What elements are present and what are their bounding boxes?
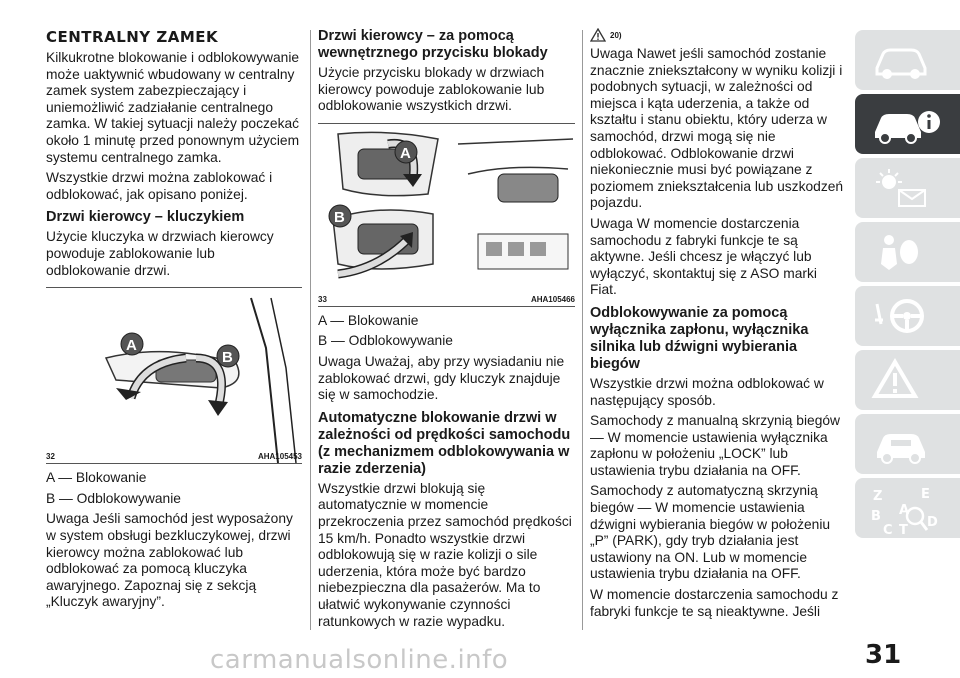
car-service-icon: [871, 422, 931, 466]
warning-ref-number: 20): [610, 30, 622, 40]
paragraph: Uwaga Uważaj, aby przy wysiadaniu nie zablokować drzwi, gdy kluczyk znajduje się w samochodzie.: [318, 353, 565, 403]
section-tabs: [855, 30, 960, 542]
label-b: B: [222, 349, 233, 367]
page-number: 31: [865, 640, 902, 670]
index-letter: E: [921, 487, 930, 502]
index-letter: C: [883, 523, 893, 536]
paragraph: Uwaga Jeśli samochód jest wyposażony w system obsługi bezkluczykowej, drzwi kierowcy można zablokować lub odblokować za pomocą kluczyka awaryjnego. Zapoznaj się z sekcją „Kluczyk awaryjny”.: [46, 511, 293, 610]
label-b: B: [334, 208, 345, 226]
airbag-icon: [871, 230, 931, 274]
tab-service[interactable]: [855, 414, 960, 474]
warning-reference: [590, 28, 846, 42]
paragraph: Użycie kluczyka w drzwiach kierowcy powoduje zablokowanie lub odblokowanie drzwi.: [46, 229, 274, 278]
index-letter: D: [927, 515, 938, 530]
tab-index[interactable]: [855, 478, 960, 538]
tab-steering[interactable]: [855, 286, 960, 346]
legend-a: A — Blokowanie: [46, 470, 147, 486]
index-letter: A: [899, 503, 910, 518]
subheading: Odblokowywanie za pomocą wyłącznika zapłonu, wyłącznika silnika lub dźwigni wybierania biegów: [590, 304, 809, 372]
tab-emergency[interactable]: [855, 350, 960, 410]
figure-number: 33: [318, 294, 327, 304]
paragraph: Kilkukrotne blokowanie i odblokowywanie może uaktywnić wbudowany w centralny zamek system zabezpieczający i uniemożliwić zadziałanie centralnego zamka. W takiej sytuacji należy poczekać około 1 minutę przed ponownym użyciem systemu centralnego zamka.: [46, 50, 300, 165]
subheading: Drzwi kierowcy – kluczykiem: [46, 209, 245, 226]
legend-a: A — Blokowanie: [318, 312, 419, 328]
paragraph: Użycie przycisku blokady w drzwiach kierowcy powoduje zablokowanie lub odblokowanie wszystkich drzwi.: [318, 65, 545, 114]
paragraph: Uwaga W momencie dostarczenia samochodu z fabryki funkcje te są aktywne. Jeśli chcesz je włączyć lub wyłączyć, skontaktuj się z ASO marki Fiat.: [590, 215, 817, 298]
subheading: Drzwi kierowcy – za pomocą wewnętrznego przycisku blokady: [318, 28, 548, 61]
figure-33: [318, 123, 575, 307]
tab-car[interactable]: [855, 30, 960, 90]
column-1: [46, 28, 302, 615]
watermark: carmanualsonline.info: [210, 645, 509, 675]
figure-number: 32: [46, 452, 55, 462]
index-letter: B: [871, 509, 881, 524]
label-a: A: [126, 337, 137, 355]
subheading: Automatyczne blokowanie drzwi w zależności od prędkości samochodu (z mechanizmem odblokowywania w razie zderzenia): [318, 409, 571, 477]
steering-wheel-icon: [871, 294, 931, 338]
figure-code: AHA105453: [257, 452, 302, 462]
paragraph: Samochody z automatyczną skrzynią biegów — W momencie ustawienia dźwigni wybierania biegów w położeniu „P” (PARK), gdy tryb działania jest ustawiony na ON. Lub w momencie ustawienia trybu działania na OFF.: [590, 483, 831, 582]
column-2: [318, 28, 575, 634]
warning-triangle-icon: [871, 358, 931, 402]
paragraph: Uwaga Nawet jeśli samochód zostanie znacznie zniekształcony w wyniku kolizji i podobnych sytuacji, w zależności od miejsca i kąta uderzenia, a także od kształtu i stanu obiektu, który uderza w samochód, drzwi mogą się nie odblokować. Odblokowanie drzwi niekoniecznie musi być powiązane z poziomem zniekształcenia lub uszkodzeń pojazdu.: [590, 46, 844, 211]
warning-triangle-icon: [590, 28, 606, 42]
index-letter: Z: [873, 489, 883, 504]
tab-airbag[interactable]: [855, 222, 960, 282]
legend-b: B — Odblokowywanie: [318, 333, 453, 349]
dashboard-lights-icon: [871, 166, 931, 210]
section-title: CENTRALNY ZAMEK: [46, 28, 219, 46]
paragraph: Wszystkie drzwi można zablokować i odblokować, jak opisano poniżej.: [46, 170, 273, 202]
paragraph: Samochody z manualną skrzynią biegów — W momencie ustawienia wyłącznika zapłonu w położeniu „LOCK” lub ustawienia trybu działania na OFF.: [590, 413, 841, 478]
paragraph: Wszystkie drzwi można odblokować w następujący sposób.: [590, 375, 824, 408]
legend-b: B — Odblokowywanie: [46, 490, 181, 506]
paragraph: Wszystkie drzwi blokują się automatycznie w momencie przekroczenia przez samochód prędkości 15 km/h. Ponadto wszystkie drzwi odblokowują się w razie kolizji o sile uderzenia, która może być bardzo niebezpieczna dla pasażerów. Ma to ułatwić wykonywanie czynności ratunkowych w razie wypadku.: [318, 480, 572, 629]
figure-32: [46, 287, 302, 464]
paragraph: W momencie dostarczenia samochodu z fabryki funkcje te są nieaktywne. Jeśli: [590, 587, 839, 619]
tab-car-info[interactable]: [855, 94, 960, 154]
column-3: [590, 28, 846, 624]
column-divider: [582, 30, 583, 630]
index-alphabet-icon: [871, 486, 951, 536]
index-letter: T: [899, 523, 908, 536]
door-lock-button-illustration: [318, 124, 575, 306]
car-icon: [871, 38, 931, 82]
car-info-icon: [871, 102, 941, 146]
figure-code: AHA105466: [530, 294, 575, 304]
label-a: A: [400, 144, 411, 162]
column-divider: [310, 30, 311, 630]
tab-dashboard-lights[interactable]: [855, 158, 960, 218]
door-key-illustration: [46, 288, 302, 463]
